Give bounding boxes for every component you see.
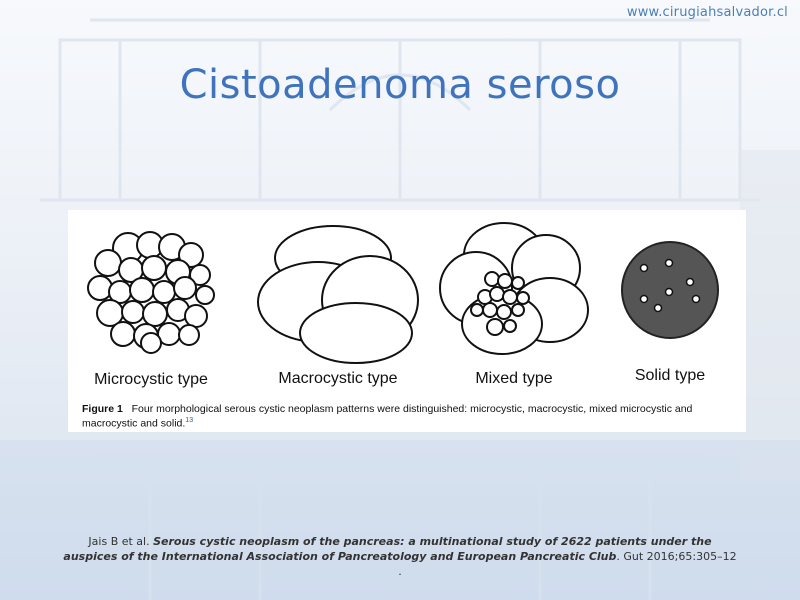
solid-label: Solid type (634, 367, 706, 384)
mixed-diagram (440, 223, 588, 354)
citation-authors: Jais B et al. (88, 535, 150, 548)
microcystic-diagram (88, 232, 214, 353)
caption-prefix: Figure 1 (82, 403, 123, 415)
solid-diagram (622, 242, 718, 338)
figure-panel (68, 210, 746, 432)
website-url: www.cirugiahsalvador.cl (626, 5, 788, 20)
slide-title: Cistoadenoma seroso (179, 62, 621, 108)
microcystic-label: Microcystic type (94, 371, 208, 388)
cyst-patterns-diagram (68, 210, 746, 432)
citation (60, 534, 740, 579)
citation-source: . Gut 2016;65:305–12 . (398, 550, 737, 578)
macrocystic-diagram (258, 226, 418, 363)
caption-text: Four morphological serous cystic neoplasm patterns were distinguished: microcystic, macrocystic, mixed microcystic and macrocystic and solid. (82, 403, 693, 430)
figure-caption (82, 403, 742, 430)
mixed-label: Mixed type (475, 370, 553, 387)
caption-reference: 13 (185, 417, 194, 424)
citation-title: Serous cystic neoplasm of the pancreas: a multinational study of 2622 patients under the auspices of the International Association of Pancreatology and European Pancreatic Club (63, 535, 712, 563)
macrocystic-label: Macrocystic type (278, 370, 398, 387)
